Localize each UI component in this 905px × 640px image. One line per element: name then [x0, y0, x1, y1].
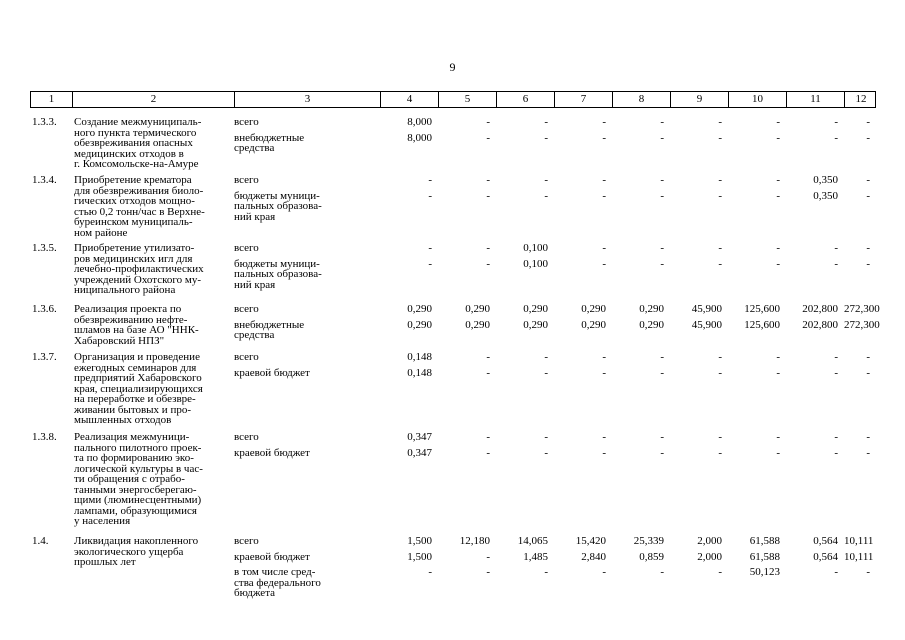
- header-col-4: 4: [381, 92, 439, 107]
- value-column-11: [786, 304, 844, 350]
- value-column-10: [728, 352, 786, 430]
- value-cell: 125,600: [744, 318, 780, 331]
- value-column-5: [438, 117, 496, 173]
- value-cell: -: [718, 431, 722, 443]
- value-cell: 0,347: [407, 431, 432, 443]
- value-cell: 0,290: [465, 303, 490, 315]
- value-column-11: [786, 243, 844, 302]
- header-col-5: 5: [439, 92, 497, 107]
- value-cell: -: [544, 189, 548, 202]
- table-header-row: [30, 91, 876, 108]
- value-cell: -: [776, 366, 780, 379]
- value-cell: -: [718, 351, 722, 363]
- value-cell: -: [602, 431, 606, 443]
- value-column-7: [554, 117, 612, 173]
- row-number: 1.3.7.: [32, 351, 57, 363]
- value-column-7: [554, 536, 612, 606]
- table-row: [30, 243, 876, 302]
- value-cell: -: [834, 351, 838, 363]
- value-cell: -: [776, 446, 780, 459]
- value-cell: -: [428, 257, 432, 270]
- funding-source-label: всего: [234, 242, 259, 254]
- header-col-11: 11: [787, 92, 845, 107]
- value-cell: -: [602, 446, 606, 459]
- header-col-9: 9: [671, 92, 729, 107]
- value-cell: -: [718, 116, 722, 128]
- value-column-4: [380, 117, 438, 173]
- value-column-5: [438, 304, 496, 350]
- value-column-5: [438, 175, 496, 241]
- value-cell: 0,564: [813, 550, 838, 563]
- value-cell: -: [544, 116, 548, 128]
- value-column-8: [612, 352, 670, 430]
- row-title: Ликвидация накопленного экологического ущерба прошлых лет: [74, 535, 199, 568]
- value-column-8: [612, 536, 670, 606]
- value-cell: 202,800: [802, 318, 838, 331]
- row-title: Организация и проведение ежегодных семинаров для предприятий Хабаровского края, специализирующихся на переработке и обезвре- живании бытовых и про- мышленных отходов: [74, 351, 203, 426]
- value-cell: -: [660, 174, 664, 186]
- value-cell: 2,000: [697, 550, 722, 563]
- value-cell: -: [486, 351, 490, 363]
- value-column-10: [728, 117, 786, 173]
- value-cell: 0,148: [407, 351, 432, 363]
- value-column-10: [728, 243, 786, 302]
- value-column-7: [554, 352, 612, 430]
- funding-sources: [234, 175, 380, 241]
- value-cell: -: [602, 174, 606, 186]
- value-cell: -: [718, 131, 722, 144]
- value-cell: 0,290: [523, 303, 548, 315]
- page-number: 9: [449, 60, 456, 74]
- value-column-7: [554, 243, 612, 302]
- value-column-12: [844, 243, 876, 302]
- value-cell: -: [776, 431, 780, 443]
- table-row: [30, 352, 876, 430]
- funding-sources: [234, 536, 380, 606]
- value-cell: -: [866, 242, 870, 254]
- value-cell: -: [866, 189, 870, 202]
- value-cell: 2,840: [581, 550, 606, 563]
- value-cell: -: [544, 446, 548, 459]
- funding-source-label: краевой бюджет: [234, 366, 310, 379]
- funding-source-label: бюджеты муници- пальных образова- ний края: [234, 257, 322, 291]
- value-cell: -: [428, 242, 432, 254]
- value-cell: 1,500: [407, 535, 432, 547]
- value-column-11: [786, 536, 844, 606]
- row-title: Создание межмуниципаль- ного пункта термического обезвреживания опасных медицинских отходов в г. Комсомольске-на-Амуре: [74, 116, 202, 170]
- value-cell: 0,290: [581, 318, 606, 331]
- value-cell: -: [834, 131, 838, 144]
- row-number: 1.3.3.: [32, 116, 57, 128]
- value-column-6: [496, 117, 554, 173]
- value-column-4: [380, 304, 438, 350]
- value-cell: -: [486, 242, 490, 254]
- header-col-12: 12: [855, 93, 867, 105]
- value-cell: 14,065: [517, 535, 548, 547]
- value-column-6: [496, 243, 554, 302]
- value-column-7: [554, 432, 612, 532]
- value-cell: -: [660, 242, 664, 254]
- value-column-9: [670, 117, 728, 173]
- value-cell: -: [834, 431, 838, 443]
- value-cell: 0,564: [813, 535, 838, 547]
- value-cell: 125,600: [744, 303, 780, 315]
- value-cell: -: [544, 431, 548, 443]
- value-cell: -: [866, 116, 870, 128]
- value-cell: -: [718, 174, 722, 186]
- value-cell: -: [486, 131, 490, 144]
- value-column-12: [844, 303, 880, 350]
- value-cell: 0,347: [407, 446, 432, 459]
- value-column-5: [438, 243, 496, 302]
- table-row: [30, 432, 876, 532]
- value-cell: 8,000: [407, 131, 432, 144]
- value-column-9: [670, 304, 728, 350]
- value-column-6: [496, 536, 554, 606]
- value-cell: -: [776, 131, 780, 144]
- table-row: [30, 303, 880, 350]
- value-cell: -: [602, 189, 606, 202]
- funding-source-label: всего: [234, 174, 259, 186]
- value-cell: 272,300: [844, 318, 880, 331]
- row-number: 1.3.8.: [32, 431, 57, 443]
- funding-source-label: всего: [234, 303, 259, 315]
- value-column-12: [844, 536, 876, 606]
- value-cell: -: [602, 366, 606, 379]
- value-column-8: [612, 304, 670, 350]
- value-cell: -: [834, 257, 838, 270]
- value-cell: -: [486, 257, 490, 270]
- value-column-12: [844, 432, 876, 532]
- value-cell: -: [834, 446, 838, 459]
- value-column-4: [380, 536, 438, 606]
- value-column-11: [786, 117, 844, 173]
- value-cell: -: [866, 566, 870, 578]
- value-column-8: [612, 432, 670, 532]
- value-cell: -: [776, 189, 780, 202]
- table-row: [30, 117, 876, 173]
- funding-source-label: бюджеты муници- пальных образова- ний края: [234, 189, 322, 223]
- funding-source-label: всего: [234, 535, 259, 547]
- value-column-10: [728, 304, 786, 350]
- value-cell: -: [718, 366, 722, 379]
- value-cell: -: [602, 242, 606, 254]
- value-cell: 0,350: [813, 174, 838, 186]
- value-column-8: [612, 117, 670, 173]
- value-column-12: [844, 175, 876, 241]
- value-cell: 0,290: [581, 303, 606, 315]
- funding-source-label: внебюджетные средства: [234, 318, 305, 341]
- value-cell: 2,000: [697, 535, 722, 547]
- funding-source-label: внебюджетные средства: [234, 131, 305, 154]
- funding-source-label: всего: [234, 116, 259, 128]
- value-cell: -: [428, 174, 432, 186]
- value-cell: -: [834, 242, 838, 254]
- value-column-10: [728, 432, 786, 532]
- value-cell: -: [486, 366, 490, 379]
- value-cell: -: [866, 446, 870, 459]
- value-column-11: [786, 432, 844, 532]
- value-cell: -: [866, 366, 870, 379]
- value-cell: -: [776, 351, 780, 363]
- row-number: 1.3.6.: [32, 303, 57, 315]
- budget-table: [30, 91, 880, 599]
- value-cell: -: [602, 116, 606, 128]
- value-cell: -: [544, 366, 548, 379]
- value-cell: -: [486, 189, 490, 202]
- value-column-7: [554, 304, 612, 350]
- value-column-4: [380, 432, 438, 532]
- funding-source-label: краевой бюджет: [234, 446, 310, 459]
- value-cell: -: [660, 431, 664, 443]
- value-cell: 202,800: [802, 303, 838, 315]
- value-cell: 12,180: [459, 535, 490, 547]
- value-cell: -: [602, 257, 606, 270]
- value-cell: 15,420: [575, 535, 606, 547]
- header-col-7: 7: [555, 92, 613, 107]
- value-column-6: [496, 175, 554, 241]
- value-column-4: [380, 352, 438, 430]
- value-cell: -: [602, 131, 606, 144]
- value-cell: 0,290: [639, 318, 664, 331]
- row-number: 1.3.4.: [32, 174, 57, 186]
- value-cell: -: [866, 431, 870, 443]
- value-cell: 0,290: [523, 318, 548, 331]
- value-column-4: [380, 243, 438, 302]
- funding-source-label: всего: [234, 351, 259, 363]
- value-column-6: [496, 432, 554, 532]
- value-cell: 45,900: [691, 303, 722, 315]
- value-column-6: [496, 304, 554, 350]
- value-cell: -: [776, 116, 780, 128]
- value-cell: -: [486, 566, 490, 578]
- value-cell: 61,588: [749, 550, 780, 563]
- value-cell: -: [544, 174, 548, 186]
- header-col-2: 2: [73, 92, 235, 107]
- value-cell: 0,859: [639, 550, 664, 563]
- value-column-10: [728, 536, 786, 606]
- value-column-8: [612, 175, 670, 241]
- value-column-5: [438, 352, 496, 430]
- row-title: Приобретение утилизато- ров медицинских игл для лечебно-профилактических учреждений Охотского му- ниципального района: [74, 242, 204, 296]
- value-column-9: [670, 536, 728, 606]
- value-cell: -: [660, 116, 664, 128]
- value-cell: -: [428, 189, 432, 202]
- value-cell: 61,588: [749, 535, 780, 547]
- funding-source-label: всего: [234, 431, 259, 443]
- value-cell: 1,500: [407, 550, 432, 563]
- funding-sources: [234, 432, 380, 532]
- value-column-10: [728, 175, 786, 241]
- value-cell: -: [660, 446, 664, 459]
- header-col-8: 8: [613, 92, 671, 107]
- value-cell: -: [718, 566, 722, 578]
- value-cell: -: [602, 566, 606, 578]
- value-column-9: [670, 243, 728, 302]
- value-column-9: [670, 432, 728, 532]
- value-cell: -: [776, 174, 780, 186]
- value-cell: 1,485: [523, 550, 548, 563]
- value-cell: 0,148: [407, 366, 432, 379]
- table-row: [30, 536, 876, 606]
- funding-sources: [234, 117, 380, 173]
- value-cell: -: [660, 366, 664, 379]
- value-column-12: [844, 117, 876, 173]
- value-column-5: [438, 432, 496, 532]
- value-cell: -: [834, 566, 838, 578]
- value-cell: -: [660, 189, 664, 202]
- value-cell: -: [834, 366, 838, 379]
- value-cell: -: [428, 566, 432, 578]
- value-column-6: [496, 352, 554, 430]
- value-cell: -: [866, 257, 870, 270]
- value-cell: 8,000: [407, 116, 432, 128]
- header-col-1: 1: [31, 92, 73, 107]
- value-cell: -: [544, 131, 548, 144]
- value-cell: 0,290: [639, 303, 664, 315]
- header-col-10: 10: [729, 92, 787, 107]
- value-column-4: [380, 175, 438, 241]
- value-cell: -: [718, 189, 722, 202]
- row-number: 1.3.5.: [32, 242, 57, 254]
- value-cell: -: [486, 116, 490, 128]
- value-cell: -: [834, 116, 838, 128]
- value-column-12: [844, 352, 876, 430]
- value-column-5: [438, 536, 496, 606]
- value-cell: -: [718, 242, 722, 254]
- value-column-11: [786, 175, 844, 241]
- value-cell: -: [486, 174, 490, 186]
- header-col-3: 3: [235, 92, 381, 107]
- row-title: Реализация межмуници- пального пилотного проек- та по формированию эко- логической культуры в час- ти обращения с отрабо- танными энергосберегаю- щими (люминесцентными) лампами, образующимися у населения: [74, 431, 203, 527]
- funding-source-label: в том числе сред- ства федерального бюджета: [234, 566, 321, 599]
- value-cell: 0,350: [813, 189, 838, 202]
- row-title: Реализация проекта по обезвреживанию нефте- шламов на базе АО "ННК- Хабаровский НПЗ": [74, 303, 199, 347]
- value-column-7: [554, 175, 612, 241]
- value-column-9: [670, 352, 728, 430]
- value-cell: -: [866, 174, 870, 186]
- value-cell: -: [866, 131, 870, 144]
- funding-sources: [234, 352, 380, 430]
- header-col-6: 6: [497, 92, 555, 107]
- row-title: Приобретение крематора для обезвреживания биоло- гических отходов мощно- стью 0,2 тонн/час в Верхне- буреинском муниципаль- ном районе: [74, 174, 205, 239]
- value-column-8: [612, 243, 670, 302]
- value-cell: 10,111: [844, 550, 874, 563]
- value-cell: -: [544, 351, 548, 363]
- value-cell: -: [776, 257, 780, 270]
- value-cell: -: [486, 550, 490, 563]
- value-cell: -: [718, 257, 722, 270]
- row-number: 1.4.: [32, 535, 49, 547]
- value-cell: -: [866, 351, 870, 363]
- value-cell: 272,300: [844, 303, 880, 315]
- value-cell: -: [486, 431, 490, 443]
- value-cell: -: [544, 566, 548, 578]
- value-cell: -: [660, 351, 664, 363]
- value-cell: -: [660, 131, 664, 144]
- value-cell: -: [486, 446, 490, 459]
- value-column-11: [786, 352, 844, 430]
- value-cell: 50,123: [749, 566, 780, 578]
- value-cell: 45,900: [691, 318, 722, 331]
- value-cell: -: [660, 566, 664, 578]
- funding-sources: [234, 304, 380, 350]
- value-cell: 10,111: [844, 535, 874, 547]
- value-cell: 0,100: [523, 257, 548, 270]
- value-cell: -: [602, 351, 606, 363]
- table-row: [30, 175, 876, 241]
- value-cell: 0,290: [465, 318, 490, 331]
- value-cell: 0,290: [407, 318, 432, 331]
- value-cell: 0,100: [523, 242, 548, 254]
- value-cell: -: [718, 446, 722, 459]
- value-cell: -: [660, 257, 664, 270]
- value-cell: 0,290: [407, 303, 432, 315]
- value-cell: 25,339: [633, 535, 664, 547]
- funding-sources: [234, 243, 380, 302]
- value-cell: -: [776, 242, 780, 254]
- funding-source-label: краевой бюджет: [234, 550, 310, 563]
- value-column-9: [670, 175, 728, 241]
